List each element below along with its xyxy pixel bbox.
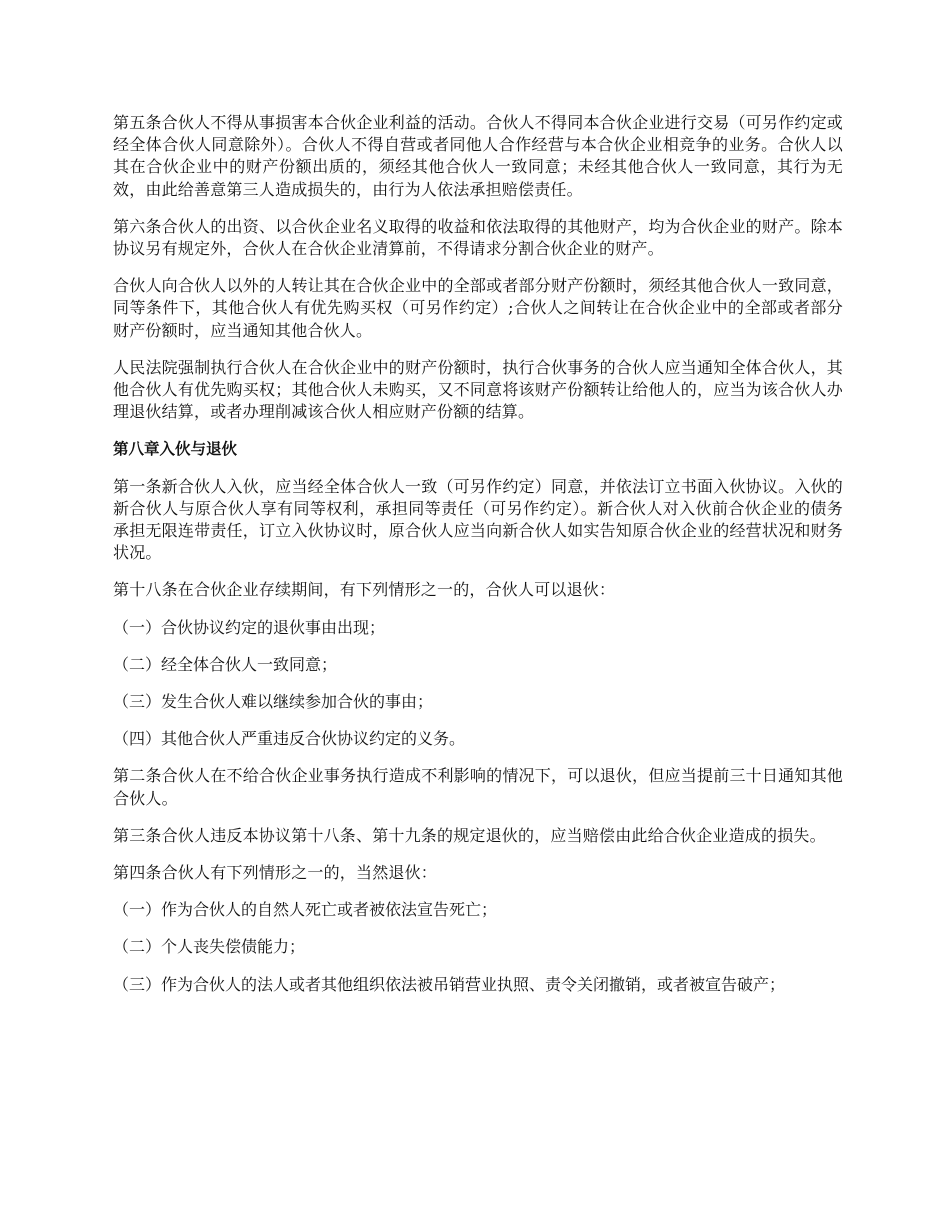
- paragraph-article-18: 第十八条在合伙企业存续期间，有下列情形之一的，合伙人可以退伙：: [113, 580, 616, 600]
- list-item: （二）个人丧失偿债能力；: [113, 937, 306, 957]
- list-item: （一）合伙协议约定的退伙事由出现；: [113, 617, 386, 637]
- paragraph-article-3: 第三条合伙人违反本协议第十八条、第十九条的规定退伙的，应当赔偿由此给合伙企业造成的损失。: [113, 825, 826, 845]
- paragraph-article-4: 第四条合伙人有下列情形之一的，当然退伙：: [113, 863, 438, 883]
- paragraph-share-transfer: 合伙人向合伙人以外的人转让其在合伙企业中的全部或者部分财产份额时，须经其他合伙人一致同意，同等条件下，其他合伙人有优先购买权（可另作约定）;合伙人之间转让在合伙企业中的全部或者部分财产份额时，应当通知其他合伙人。: [113, 276, 843, 340]
- list-item: （三）作为合伙人的法人或者其他组织依法被吊销营业执照、责令关闭撤销，或者被宣告破产；: [113, 974, 786, 994]
- list-item: （三）发生合伙人难以继续参加合伙的事由；: [113, 692, 434, 712]
- document-page: [113, 112, 843, 1011]
- list-item: （一）作为合伙人的自然人死亡或者被依法宣告死亡；: [113, 900, 498, 920]
- chapter-heading: 第八章入伙与退伙: [113, 440, 238, 459]
- paragraph-article-2: 第二条合伙人在不给合伙企业事务执行造成不利影响的情况下，可以退伙，但应当提前三十日通知其他合伙人。: [113, 766, 843, 808]
- paragraph-article-6: 第六条合伙人的出资、以合伙企业名义取得的收益和依法取得的其他财产，均为合伙企业的财产。除本协议另有规定外，合伙人在合伙企业清算前，不得请求分割合伙企业的财产。: [113, 216, 843, 259]
- paragraph-court-enforcement: 人民法院强制执行合伙人在合伙企业中的财产份额时，执行合伙事务的合伙人应当通知全体合伙人，其他合伙人有优先购买权；其他合伙人未购买，又不同意将该财产份额转让给他人的，应当为该合伙人办理退伙结算，或者办理削减该合伙人相应财产份额的结算。: [113, 357, 843, 422]
- list-item: （四）其他合伙人严重违反合伙协议约定的义务。: [113, 729, 466, 749]
- list-item: （二）经全体合伙人一致同意；: [113, 654, 338, 674]
- paragraph-article-1: 第一条新合伙人入伙，应当经全体合伙人一致（可另作约定）同意，并依法订立书面入伙协议。入伙的新合伙人与原合伙人享有同等权利，承担同等责任（可另作约定）。新合伙人对入伙前合伙企业的债务承担无限连带责任，订立入伙协议时，原合伙人应当向新合伙人如实告知原合伙企业的经营状况和财务状况。: [113, 476, 843, 563]
- paragraph-article-5: 第五条合伙人不得从事损害本合伙企业利益的活动。合伙人不得同本合伙企业进行交易（可另作约定或经全体合伙人同意除外）。合伙人不得自营或者同他人合作经营与本合伙企业相竞争的业务。合伙人以其在合伙企业中的财产份额出质的，须经其他合伙人一致同意；未经其他合伙人一致同意，其行为无效，由此给善意第三人造成损失的，由行为人依法承担赔偿责任。: [113, 113, 843, 199]
